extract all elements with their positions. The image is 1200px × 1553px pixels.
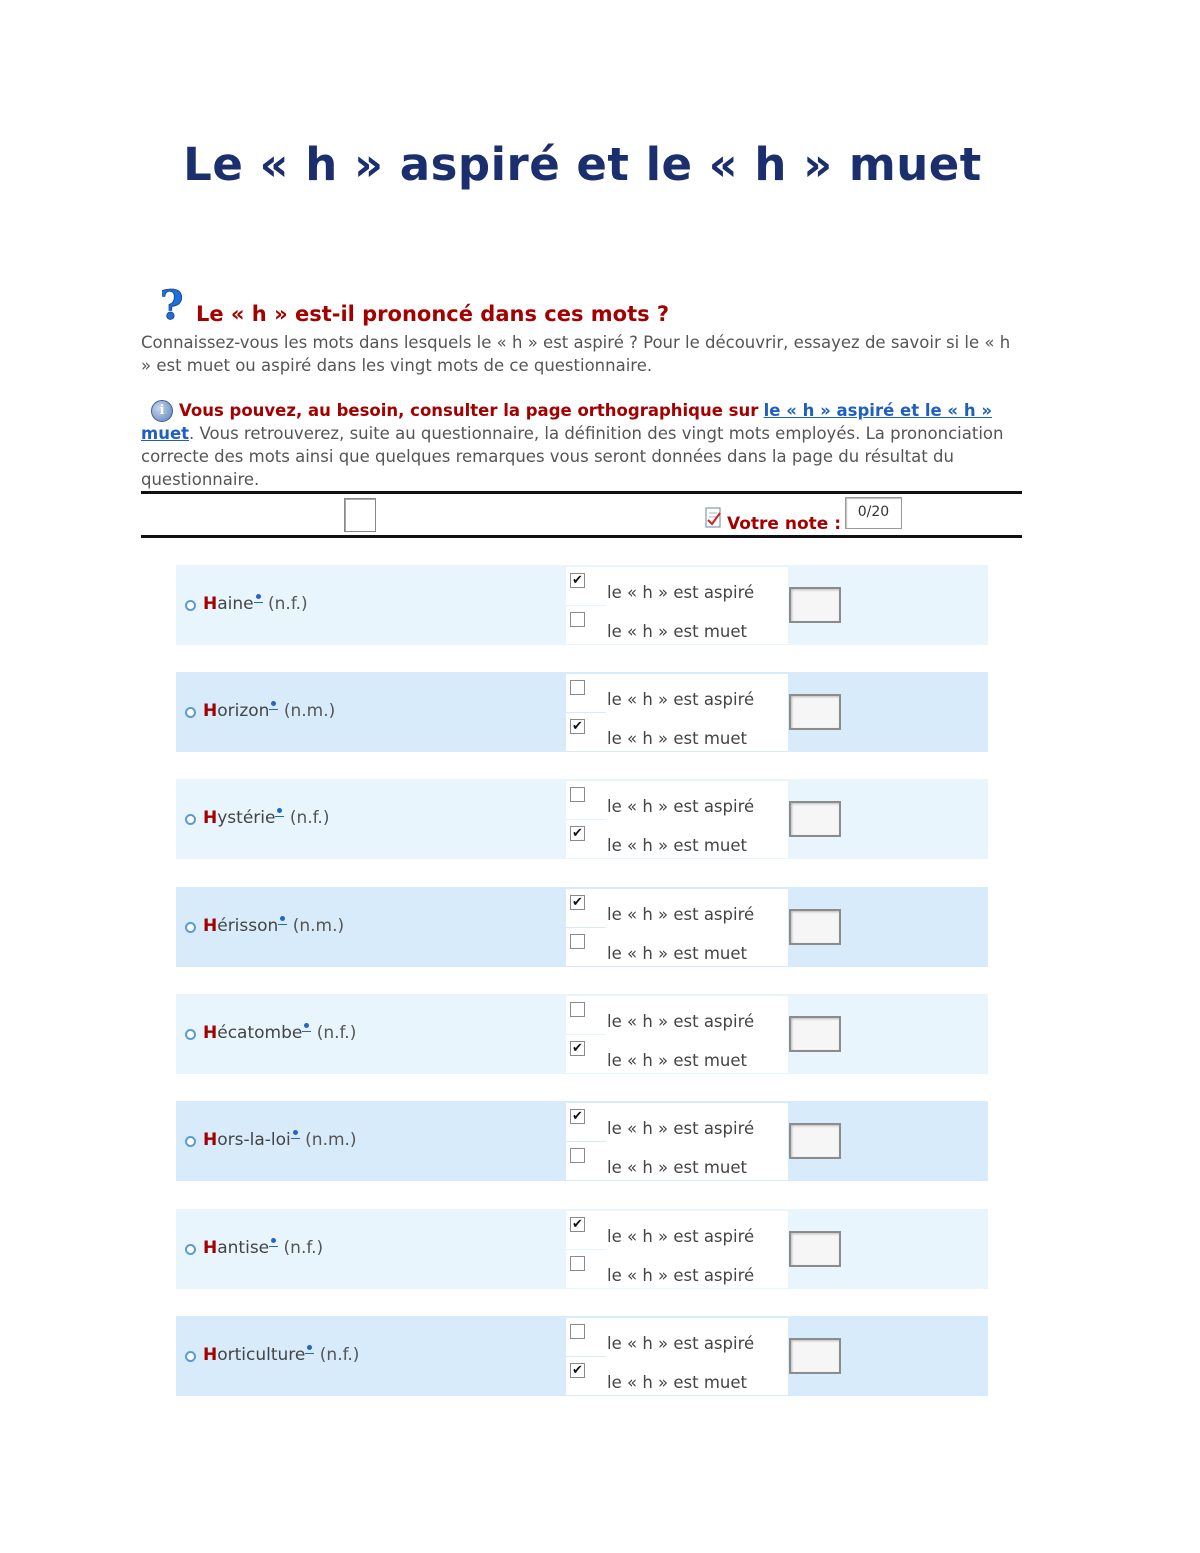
option-label-2: le « h » est muet — [607, 1373, 747, 1392]
checkbox-muet[interactable] — [570, 1148, 585, 1163]
option-label-1: le « h » est aspiré — [607, 797, 755, 816]
answer-box[interactable] — [789, 1338, 841, 1374]
word-rest: antise — [217, 1238, 270, 1258]
definition-link-icon[interactable] — [291, 1130, 300, 1140]
question-word — [203, 594, 308, 614]
definition-link-icon[interactable] — [269, 1238, 278, 1248]
word-gender: (n.m.) — [283, 701, 336, 721]
word-rest: érisson — [217, 916, 279, 936]
word-gender: (n.f.) — [316, 1023, 357, 1043]
option-label-1: le « h » est aspiré — [607, 1227, 755, 1246]
checkbox-aspire[interactable]: ✔ — [570, 1109, 585, 1124]
word-gender: (n.f.) — [289, 808, 330, 828]
definition-link-icon[interactable] — [254, 594, 263, 604]
word-rest: ystérie — [217, 808, 276, 828]
checkbox-muet[interactable] — [570, 934, 585, 949]
question-row — [176, 565, 988, 645]
spelling-page-link[interactable]: le « h » aspiré et le « h » muet — [141, 401, 992, 443]
answer-box[interactable] — [789, 909, 841, 945]
checkbox-muet[interactable]: ✔ — [570, 719, 585, 734]
checkbox-muet[interactable] — [570, 1256, 585, 1271]
question-row — [176, 779, 988, 859]
svg-text:?: ? — [160, 285, 184, 327]
bullet-icon — [185, 1244, 196, 1255]
word-initial: H — [203, 594, 218, 614]
answer-box[interactable] — [789, 1123, 841, 1159]
checkbox-muet[interactable]: ✔ — [570, 1041, 585, 1056]
word-gender: (n.m.) — [305, 1130, 357, 1150]
checkbox-cell — [566, 1211, 606, 1249]
word-initial: H — [203, 1238, 218, 1258]
question-word — [203, 1023, 356, 1043]
checkbox-cell — [566, 1318, 606, 1356]
bullet-icon — [185, 1351, 196, 1362]
checkbox-aspire[interactable] — [570, 680, 585, 695]
checkbox-aspire[interactable]: ✔ — [570, 573, 585, 588]
score-field[interactable]: 0/20 — [845, 497, 902, 529]
checkbox-aspire[interactable]: ✔ — [570, 895, 585, 910]
bullet-icon — [185, 922, 196, 933]
word-gender: (n.f.) — [268, 594, 308, 614]
word-initial: H — [203, 1130, 218, 1150]
bullet-icon — [185, 814, 196, 825]
word-initial: H — [203, 701, 218, 721]
checkbox-cell — [566, 996, 606, 1034]
option-label-2: le « h » est aspiré — [607, 1266, 755, 1285]
question-word — [203, 916, 344, 936]
option-label-1: le « h » est aspiré — [607, 583, 755, 602]
word-rest: ors-la-loi — [217, 1130, 291, 1150]
checkbox-cell — [566, 713, 606, 751]
word-gender: (n.f.) — [283, 1238, 324, 1258]
answer-box[interactable] — [789, 801, 841, 837]
checkbox-cell — [566, 1357, 606, 1395]
definition-link-icon[interactable] — [275, 808, 284, 818]
info-lead: Vous pouvez, au besoin, consulter la page orthographique sur — [179, 401, 759, 420]
checkbox-cell — [566, 1035, 606, 1073]
divider-top — [141, 491, 1022, 494]
checkbox-cell — [566, 567, 606, 605]
word-rest: aine — [217, 594, 254, 614]
definition-link-icon[interactable] — [302, 1023, 311, 1033]
question-word — [203, 1130, 357, 1150]
intro-text: Connaissez-vous les mots dans lesquels le « h » est aspiré ? Pour le découvrir, essayez de savoir si le « h » est muet ou aspiré dans les vingt mots de ce questionnaire. — [141, 333, 1011, 375]
checkbox-cell — [566, 1142, 606, 1180]
info-rest: . Vous retrouverez, suite au questionnaire, la définition des vingt mots employés. La prononciation correcte des mots ainsi que quelques remarques vous seront données dans la page du résultat du questionnaire. — [141, 424, 1004, 489]
question-word — [203, 701, 335, 721]
question-row — [176, 1101, 988, 1181]
checkbox-aspire[interactable]: ✔ — [570, 1217, 585, 1232]
note-icon — [705, 507, 722, 529]
question-row — [176, 1316, 988, 1396]
checkbox-muet[interactable]: ✔ — [570, 1363, 585, 1378]
option-label-2: le « h » est muet — [607, 836, 747, 855]
option-label-2: le « h » est muet — [607, 729, 747, 748]
question-row — [176, 994, 988, 1074]
definition-link-icon[interactable] — [278, 916, 287, 926]
select-all-box[interactable] — [344, 498, 376, 532]
option-label-1: le « h » est aspiré — [607, 1334, 755, 1353]
bullet-icon — [185, 1029, 196, 1040]
bullet-icon — [185, 600, 196, 611]
checkbox-cell — [566, 1103, 606, 1141]
word-rest: écatombe — [217, 1023, 303, 1043]
checkbox-cell — [566, 1250, 606, 1288]
word-gender: (n.m.) — [292, 916, 345, 936]
question-row — [176, 1209, 988, 1289]
word-rest: orizon — [217, 701, 270, 721]
option-label-1: le « h » est aspiré — [607, 905, 755, 924]
checkbox-muet[interactable] — [570, 612, 585, 627]
checkbox-muet[interactable]: ✔ — [570, 826, 585, 841]
quiz-subtitle: Le « h » est-il prononcé dans ces mots ? — [196, 302, 670, 326]
score-label: Votre note : — [727, 514, 842, 534]
option-label-1: le « h » est aspiré — [607, 1012, 755, 1031]
question-word — [203, 1345, 359, 1365]
checkbox-aspire[interactable] — [570, 1324, 585, 1339]
checkbox-aspire[interactable] — [570, 787, 585, 802]
info-icon: i — [151, 400, 173, 422]
checkbox-cell — [566, 928, 606, 966]
word-rest: orticulture — [217, 1345, 306, 1365]
info-paragraph — [141, 399, 1031, 491]
option-label-2: le « h » est muet — [607, 622, 747, 641]
word-initial: H — [203, 1023, 218, 1043]
question-word — [203, 808, 329, 828]
answer-box[interactable] — [789, 587, 841, 623]
checkbox-cell — [566, 781, 606, 819]
option-label-1: le « h » est aspiré — [607, 690, 755, 709]
option-label-2: le « h » est muet — [607, 944, 747, 963]
question-word — [203, 1238, 323, 1258]
divider-bottom — [141, 535, 1022, 538]
answer-box[interactable] — [789, 1231, 841, 1267]
checkbox-cell — [566, 674, 606, 712]
question-mark-icon — [158, 285, 188, 327]
answer-box[interactable] — [789, 694, 841, 730]
question-row — [176, 887, 988, 967]
checkbox-cell — [566, 889, 606, 927]
question-row — [176, 672, 988, 752]
option-label-1: le « h » est aspiré — [607, 1119, 755, 1138]
bullet-icon — [185, 707, 196, 718]
word-initial: H — [203, 808, 218, 828]
bullet-icon — [185, 1136, 196, 1147]
option-label-2: le « h » est muet — [607, 1051, 747, 1070]
checkbox-cell — [566, 606, 606, 644]
checkbox-cell — [566, 820, 606, 858]
word-gender: (n.f.) — [319, 1345, 360, 1365]
definition-link-icon[interactable] — [269, 701, 278, 711]
page-title: Le « h » aspiré et le « h » muet — [183, 138, 982, 191]
word-initial: H — [203, 1345, 218, 1365]
answer-box[interactable] — [789, 1016, 841, 1052]
word-initial: H — [203, 916, 218, 936]
checkbox-aspire[interactable] — [570, 1002, 585, 1017]
option-label-2: le « h » est muet — [607, 1158, 747, 1177]
definition-link-icon[interactable] — [305, 1345, 314, 1355]
